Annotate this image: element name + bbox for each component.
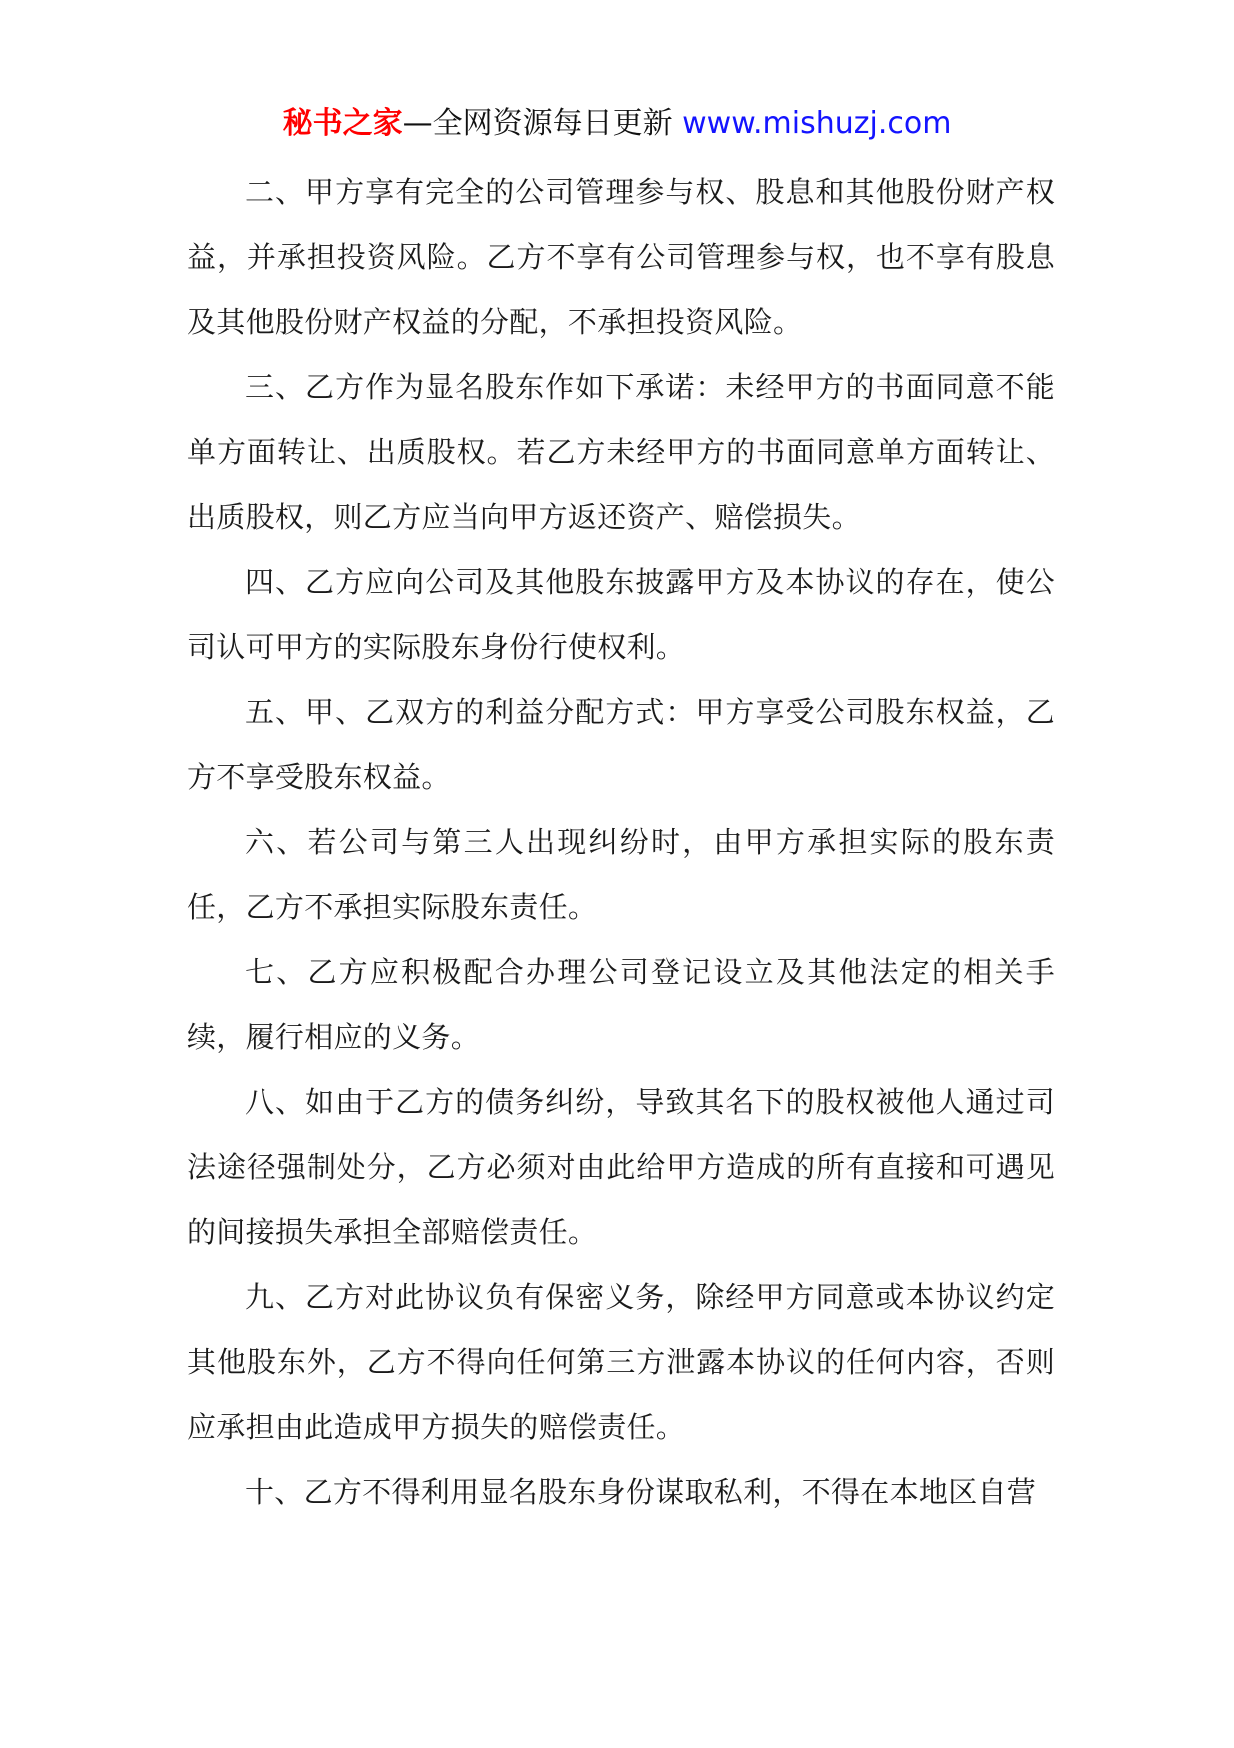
clause-3: 三、乙方作为显名股东作如下承诺：未经甲方的书面同意不能单方面转让、出质股权。若乙方未经甲方的书面同意单方面转让、出质股权，则乙方应当向甲方返还资产、赔偿损失。 xyxy=(187,370,1055,534)
brand-name: 秘书之家 xyxy=(282,106,403,141)
clause-8: 八、如由于乙方的债务纠纷，导致其名下的股权被他人通过司法途径强制处分，乙方必须对由此给甲方造成的所有直接和可遇见的间接损失承担全部赔偿责任。 xyxy=(187,1085,1055,1249)
clause-10: 十、乙方不得利用显名股东身份谋取私利，不得在本地区自营 xyxy=(245,1475,1037,1509)
header-tagline: —全网资源每日更新 xyxy=(402,106,673,141)
clause-5: 五、甲、乙双方的利益分配方式：甲方享受公司股东权益，乙方不享受股东权益。 xyxy=(187,695,1055,794)
clause-9: 九、乙方对此协议负有保密义务，除经甲方同意或本协议约定其他股东外，乙方不得向任何第三方泄露本协议的任何内容，否则应承担由此造成甲方损失的赔偿责任。 xyxy=(187,1280,1055,1444)
clause-7: 七、乙方应积极配合办理公司登记设立及其他法定的相关手续，履行相应的义务。 xyxy=(187,955,1055,1054)
document-body xyxy=(187,160,1055,1525)
clause-4: 四、乙方应向公司及其他股东披露甲方及本协议的存在，使公司认可甲方的实际股东身份行使权利。 xyxy=(187,565,1055,664)
clause-6: 六、若公司与第三人出现纠纷时，由甲方承担实际的股东责任，乙方不承担实际股东责任。 xyxy=(187,825,1055,924)
clause-2: 二、甲方享有完全的公司管理参与权、股息和其他股份财产权益，并承担投资风险。乙方不享有公司管理参与权，也不享有股息及其他股份财产权益的分配，不承担投资风险。 xyxy=(187,175,1055,339)
site-url-link[interactable]: www.mishuzj.com xyxy=(682,106,952,141)
site-header xyxy=(0,100,1234,148)
